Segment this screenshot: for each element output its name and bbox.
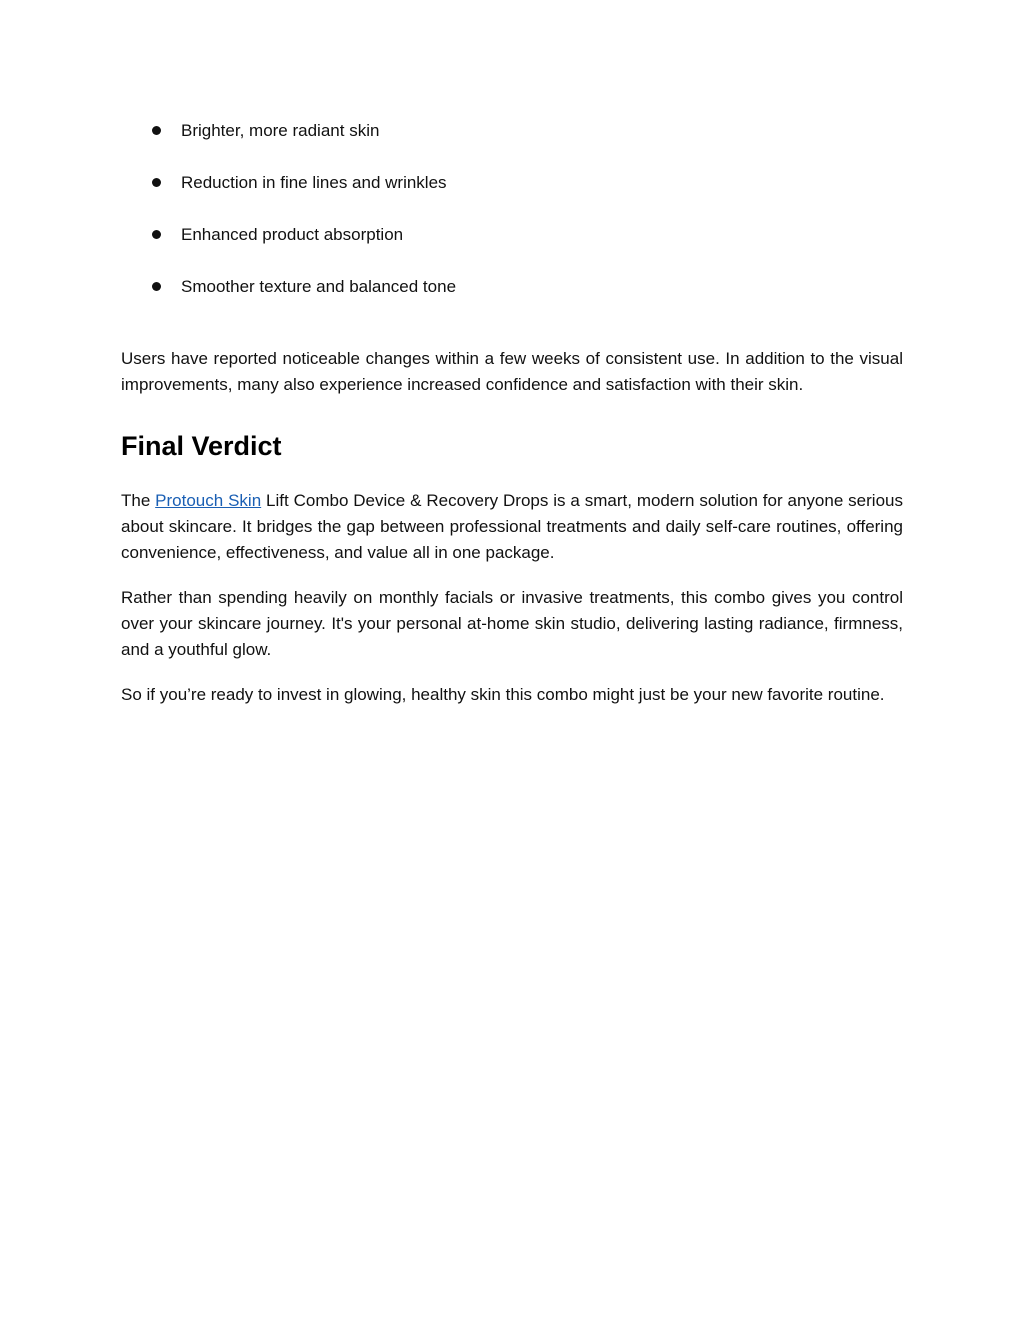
results-paragraph: Users have reported noticeable changes within a few weeks of consistent use. In addition to the visual improvements, many also experience increased confidence and satisfaction with their skin. xyxy=(121,349,903,394)
list-item-text: Enhanced product absorption xyxy=(181,225,404,244)
list-item xyxy=(150,222,910,274)
list-item xyxy=(150,118,910,170)
list-item-text: Reduction in fine lines and wrinkles xyxy=(181,173,447,192)
list-item-text: Brighter, more radiant skin xyxy=(181,121,380,140)
verdict-paragraph-2: Rather than spending heavily on monthly facials or invasive treatments, this combo gives you control over your skincare journey. It's your personal at-home skin studio, delivering lasting radiance, firmness, and a youthful glow. xyxy=(121,588,903,659)
bullet-icon xyxy=(152,282,161,291)
list-item-text: Smoother texture and balanced tone xyxy=(181,277,457,296)
verdict-intro-paragraph xyxy=(121,488,903,566)
bullet-icon xyxy=(152,230,161,239)
benefits-list xyxy=(150,118,910,326)
verdict-paragraph-3: So if you’re ready to invest in glowing, healthy skin this combo might just be your new favorite routine. xyxy=(121,685,885,704)
section-heading: Final Verdict xyxy=(121,431,282,461)
intro-text-end: Lift Combo Device & Recovery Drops is a smart, modern solution for anyone serious about skincare. It bridges the gap between professional treatments and daily self-care routines, offering convenience, effectiveness, and value all in one package. xyxy=(121,491,903,562)
list-item xyxy=(150,274,910,326)
bullet-icon xyxy=(152,178,161,187)
intro-text-start: The xyxy=(121,491,156,510)
protouch-skin-link[interactable]: Protouch Skin xyxy=(155,491,262,510)
bullet-icon xyxy=(152,126,161,135)
list-item xyxy=(150,170,910,222)
